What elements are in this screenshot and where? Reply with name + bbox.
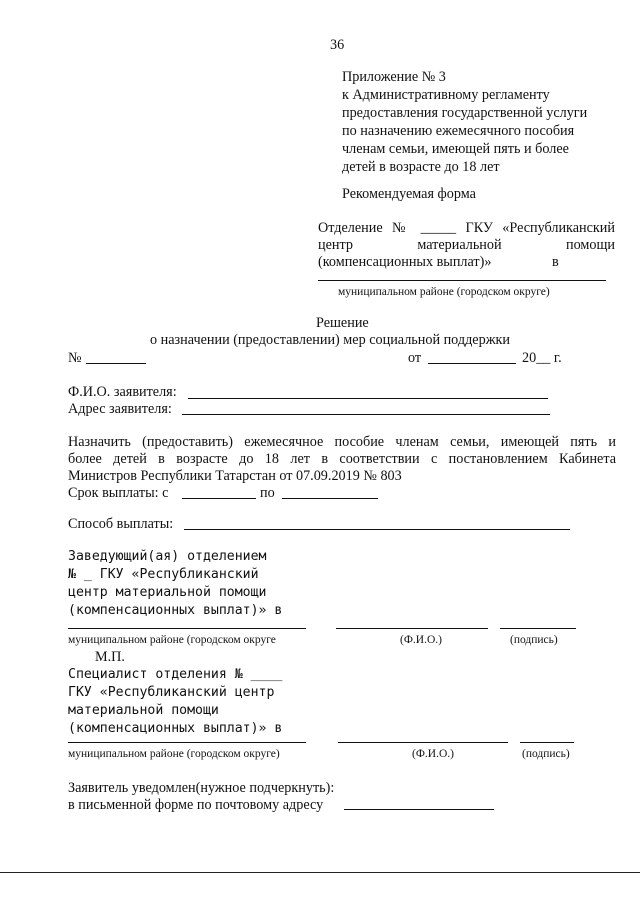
assign-line: более детей в возрасте до 18 лет в соответствии с постановлением Кабинета [68, 451, 616, 467]
appendix-line: к Административному регламенту [342, 87, 550, 103]
page-number: 36 [330, 37, 345, 53]
specialist-district-caption: муниципальном районе (городском округе) [68, 748, 280, 760]
applicant-fio-field[interactable] [188, 398, 548, 399]
payment-period-to-field[interactable] [282, 498, 378, 499]
payment-method-field[interactable] [184, 529, 570, 530]
decision-date-field[interactable] [428, 363, 516, 364]
specialist-fio-caption: (Ф.И.О.) [412, 748, 454, 760]
decision-number-label: № [68, 350, 82, 366]
notified-postal-label: в письменной форме по почтовому адресу [68, 797, 324, 813]
appendix-line: по назначению ежемесячного пособия [342, 123, 575, 139]
specialist-district-line[interactable] [68, 742, 306, 743]
specialist-sign-line[interactable] [520, 742, 574, 743]
decision-title: Решение [316, 315, 369, 331]
head-fio-line[interactable] [336, 628, 488, 629]
addressee-word: центр [318, 237, 353, 253]
head-line: Заведующий(ая) отделением [68, 549, 267, 564]
decision-date-label: от [408, 350, 422, 366]
addressee-word: материальной [417, 237, 502, 253]
payment-period-from-label: Срок выплаты: с [68, 485, 169, 501]
specialist-line: (компенсационных выплат)» в [68, 721, 283, 736]
head-district-line[interactable] [68, 628, 306, 629]
assign-line: Министров Республики Татарстан от 07.09.2019 № 803 [68, 468, 402, 484]
head-line: (компенсационных выплат)» в [68, 603, 283, 618]
specialist-line: Специалист отделения № ____ [68, 667, 283, 682]
head-line: № _ ГКУ «Республиканский [68, 567, 259, 582]
appendix-line: предоставления государственной услуги [342, 105, 588, 121]
page-bottom-divider [0, 872, 640, 873]
head-sign-line[interactable] [500, 628, 576, 629]
head-sign-caption: (подпись) [510, 634, 558, 646]
addressee-caption: муниципальном районе (городском округе) [338, 286, 550, 298]
addressee-district-line [318, 280, 606, 281]
appendix-line: детей в возрасте до 18 лет [342, 159, 500, 175]
addressee-line [318, 236, 615, 254]
payment-period-to-label: по [260, 485, 275, 501]
specialist-line: ГКУ «Республиканский центр [68, 685, 275, 700]
head-district-caption: муниципальном районе (городском округе [68, 634, 276, 646]
addressee-line: (компенсационных выплат)» [318, 254, 492, 270]
specialist-sign-caption: (подпись) [522, 748, 570, 760]
applicant-address-label: Адрес заявителя: [68, 401, 172, 417]
appendix-line: членам семьи, имеющей пять и более [342, 141, 569, 157]
head-line: центр материальной помощи [68, 585, 267, 600]
decision-year-label: 20__ г. [522, 350, 562, 366]
appendix-line: Приложение № 3 [342, 69, 446, 85]
addressee-line: Отделение № _____ ГКУ «Республиканский [318, 220, 615, 236]
notified-postal-field[interactable] [344, 809, 494, 810]
stamp-label: М.П. [95, 649, 125, 665]
specialist-line: материальной помощи [68, 703, 219, 718]
addressee-line-in: в [552, 254, 559, 270]
applicant-fio-label: Ф.И.О. заявителя: [68, 384, 177, 400]
payment-period-from-field[interactable] [182, 498, 256, 499]
payment-method-label: Способ выплаты: [68, 516, 174, 532]
notified-label: Заявитель уведомлен(нужное подчеркнуть): [68, 780, 335, 796]
decision-subtitle: о назначении (предоставлении) мер социальной поддержки [150, 332, 510, 348]
recommended-form-label: Рекомендуемая форма [342, 186, 476, 202]
assign-line: Назначить (предоставить) ежемесячное пособие членам семьи, имеющей пять и [68, 434, 616, 450]
head-fio-caption: (Ф.И.О.) [400, 634, 442, 646]
addressee-word: помощи [565, 237, 615, 253]
applicant-address-field[interactable] [182, 414, 550, 415]
decision-number-field[interactable] [86, 363, 146, 364]
specialist-fio-line[interactable] [338, 742, 508, 743]
